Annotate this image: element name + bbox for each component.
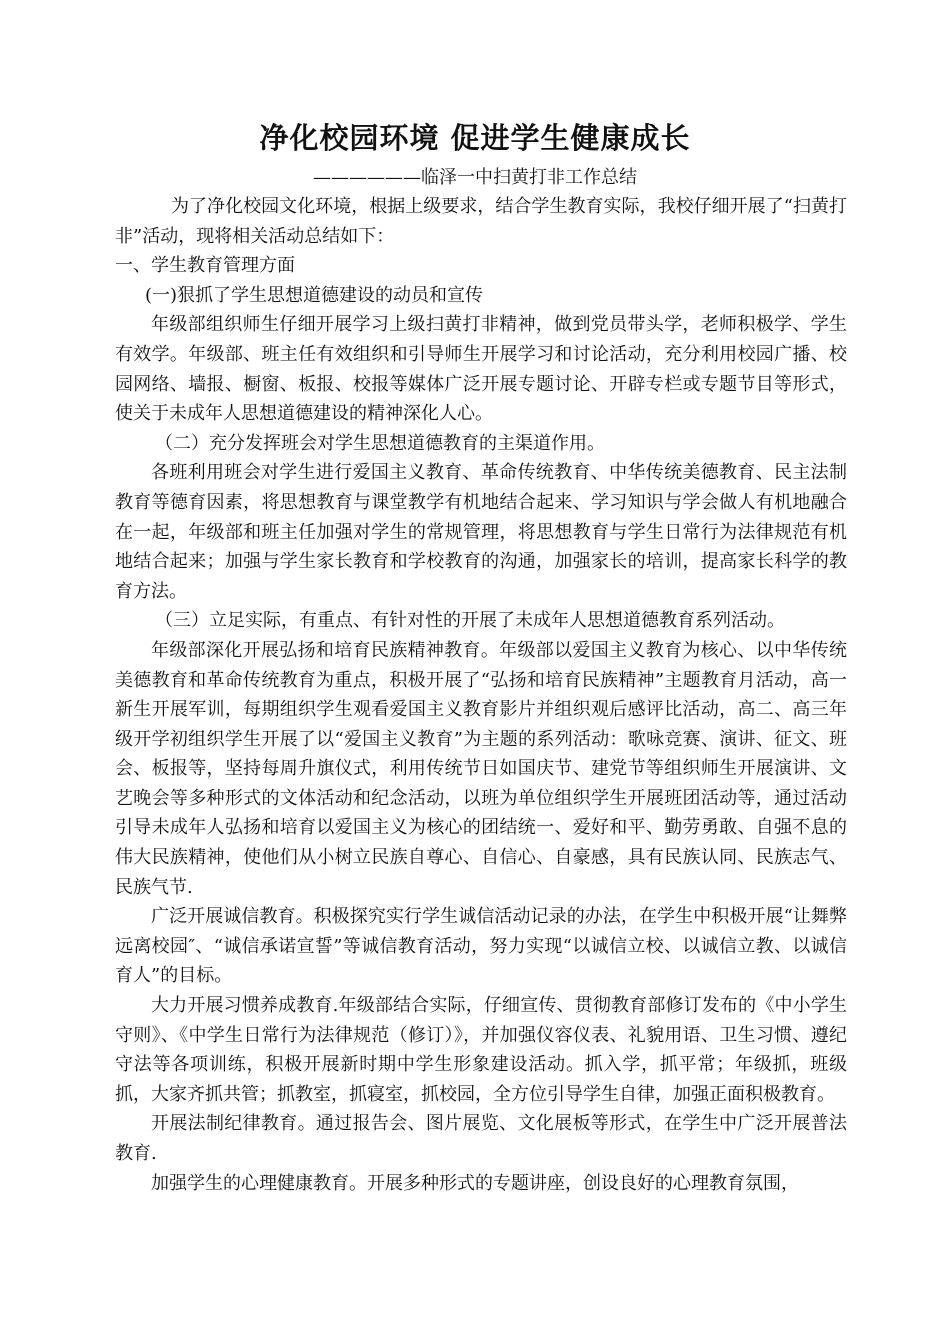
subsection-heading-2: （二）充分发挥班会对学生思想道德教育的主渠道作用。 (155, 432, 605, 454)
subsection-paragraph-3d: 开展法制纪律教育。通过报告会、图片展览、文化展板等形式，在学生中广泛开展普法教育. (115, 1113, 847, 1164)
document-title: 净化校园环境 促进学生健康成长 (259, 121, 691, 155)
document-body (115, 192, 847, 1198)
subsection-paragraph-3a: 年级部深化开展弘扬和培育民族精神教育。年级部以爱国主义教育为核心、以中华传统美德教育和革命传统教育为重点，积极开展了“弘扬和培育民族精神”主题教育月活动，高一新生开展军训，每期组织学生观看爱国主义教育影片并组织观后感评比活动，高二、高三年级开学初组织学生开展了以“爱国主义教育”为主题的系列活动：歌咏竞赛、演讲、征文、班会、板报等，坚持每周升旗仪式，利用传统节日如国庆节、建党节等组织师生开展演讲、文艺晚会等多种形式的文体活动和纪念活动，以班为单位组织学生开展班团活动等，通过活动引导未成年人弘扬和培育以爱国主义为核心的团结统一、爱好和平、勤劳勇敢、自强不息的伟大民族精神，使他们从小树立民族自尊心、自信心、自豪感，具有民族认同、民族志气、民族气节. (115, 639, 847, 898)
subsection-heading-1: (一)狠抓了学生思想道德建设的动员和宣传 (145, 284, 484, 306)
section-heading-1: 一、学生教育管理方面 (115, 255, 295, 277)
subsection-paragraph-2: 各班利用班会对学生进行爱国主义教育、革命传统教育、中华传统美德教育、民主法制教育等德育因素，将思想教育与课堂教学有机地结合起来、学习知识与学会做人有机地融合在一起，年级部和班主任加强对学生的常规管理，将思想教育与学生日常行为法律规范有机地结合起来；加强与学生家长教育和学校教育的沟通，加强家长的培训，提高家长科学的教育方法。 (115, 462, 847, 602)
subsection-paragraph-3c: 大力开展习惯养成教育.年级部结合实际，仔细宣传、贯彻教育部修订发布的《中小学生守则》、《中学生日常行为法律规范（修订）》，并加强仪容仪表、礼貌用语、卫生习惯、遵纪守法等各项训练，积极开展新时期中学生形象建设活动。抓入学，抓平常；年级抓，班级抓，大家齐抓共管；抓教室，抓寝室，抓校园，全方位引导学生自律，加强正面积极教育。 (115, 995, 847, 1105)
subsection-paragraph-1: 年级部组织师生仔细开展学习上级扫黄打非精神，做到党员带头学，老师积极学、学生有效学。年级部、班主任有效组织和引导师生开展学习和讨论活动，充分利用校园广播、校园网络、墙报、橱窗、板报、校报等媒体广泛开展专题讨论、开辟专栏或专题节目等形式，使关于未成年人思想道德建设的精神深化人心。 (115, 314, 847, 425)
subsection-heading-3: （三）立足实际，有重点、有针对性的开展了未成年人思想道德教育系列活动。 (155, 610, 785, 632)
document-subtitle: ——————临泽一中扫黄打非工作总结 (313, 167, 637, 188)
intro-paragraph: 为了净化校园文化环境，根据上级要求，结合学生教育实际，我校仔细开展了“扫黄打非”活动，现将相关活动总结如下： (115, 196, 847, 247)
subsection-paragraph-3b: 广泛开展诚信教育。积极探究实行学生诚信活动记录的办法，在学生中积极开展“让舞弊远离校园″、“诚信承诺宣誓”等诚信教育活动，努力实现“以诚信立校、以诚信立教、以诚信育人”的目标。 (115, 906, 847, 987)
subsection-paragraph-3e: 加强学生的心理健康教育。开展多种形式的专题讲座，创设良好的心理教育氛围， (151, 1172, 799, 1194)
